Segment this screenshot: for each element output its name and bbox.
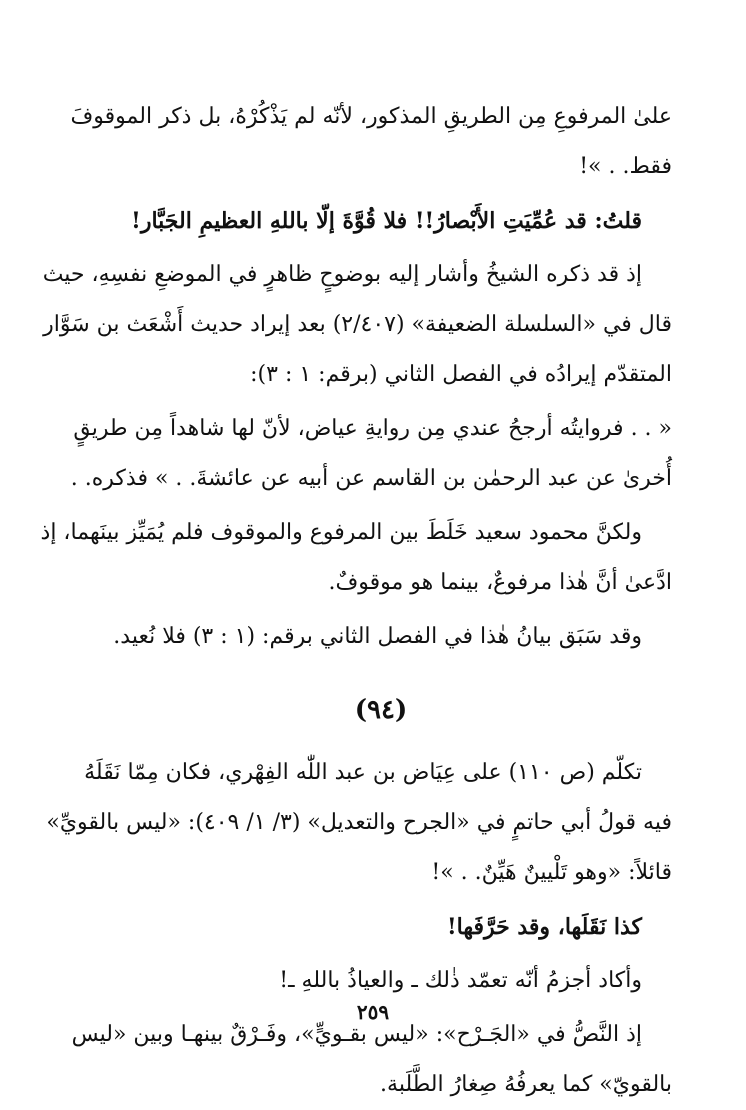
text-line: فيه قولُ أبي حاتمٍ في «الجرح والتعديل» (٣/ ١/ ٤٠٩): «ليس بالقويِّ» xyxy=(46,810,672,835)
text-line: قلتُ: قد عُمِّيَتِ الأَبْصارُ!! فلا قُوَّةَ إلّا باللهِ العظيمِ الجَبَّار! xyxy=(131,208,642,234)
page-number: ٢٥٩ xyxy=(356,1000,390,1024)
text-line: قائلاً: «وهو تَلْيينٌ هَيِّنٌ. . »! xyxy=(431,860,672,885)
text-line: إذ النَّصُّ في «الجَـرْح»: «ليس بقـويٍّ»، وفَـرْقٌ بينهـا وبين «ليس xyxy=(71,1022,642,1047)
text-line: ادَّعىٰ أنَّ هٰذا مرفوعٌ، بينما هو موقوفٌ. xyxy=(328,570,672,595)
document-body xyxy=(40,92,672,1110)
text-line: علىٰ المرفوعِ مِن الطريقِ المذكور، لأنّه لم يَذْكُرْهُ، بل ذكر الموقوفَ xyxy=(70,104,672,129)
text-line: وأكاد أجزمُ أنّه تعمّد ذٰلك ـ والعياذُ باللهِ ـ! xyxy=(279,968,642,993)
text-line: ولكنَّ محمود سعيد خَلَطَ بين المرفوع والموقوف فلم يُمَيِّز بينَهما، إذ xyxy=(40,520,642,545)
section-number: (٩٤) xyxy=(354,695,408,725)
quote-line: أُخرىٰ عن عبد الرحمٰن بن القاسم عن أبيه عن عائشةَ. . » فذكره. . xyxy=(70,466,672,491)
text-line: كذا نَقَلَها، وقد حَرَّفَها! xyxy=(446,914,642,940)
text-line: إذ قد ذكره الشيخُ وأشار إليه بوضوحٍ ظاهرٍ في الموضعِ نفسِهِ، حيث xyxy=(42,262,642,287)
text-line: تكلّم (ص ١١٠) على عِيَاض بن عبد اللّٰه الفِهْري، فكان مِمّا نَقَلَهُ xyxy=(84,760,642,785)
text-line: المتقدّم إيرادُه في الفصل الثاني (برقم: ١ : ٣): xyxy=(250,362,672,387)
quote-line: « . . فروايتُه أرجحُ عندي مِن روايةِ عياض، لأنّ لها شاهداً مِن طريقٍ xyxy=(73,416,672,441)
text-line: قال في «السلسلة الضعيفة» (٢/٤٠٧) بعد إيراد حديث أَشْعَث بن سَوَّار xyxy=(43,312,672,337)
text-line: فقط. . »! xyxy=(579,154,672,179)
text-line: بالقويّ» كما يعرفُهُ صِغارُ الطَّلَبة. xyxy=(380,1072,672,1097)
text-line: وقد سَبَق بيانُ هٰذا في الفصل الثاني برقم: (١ : ٣) فلا نُعيد. xyxy=(113,624,642,649)
